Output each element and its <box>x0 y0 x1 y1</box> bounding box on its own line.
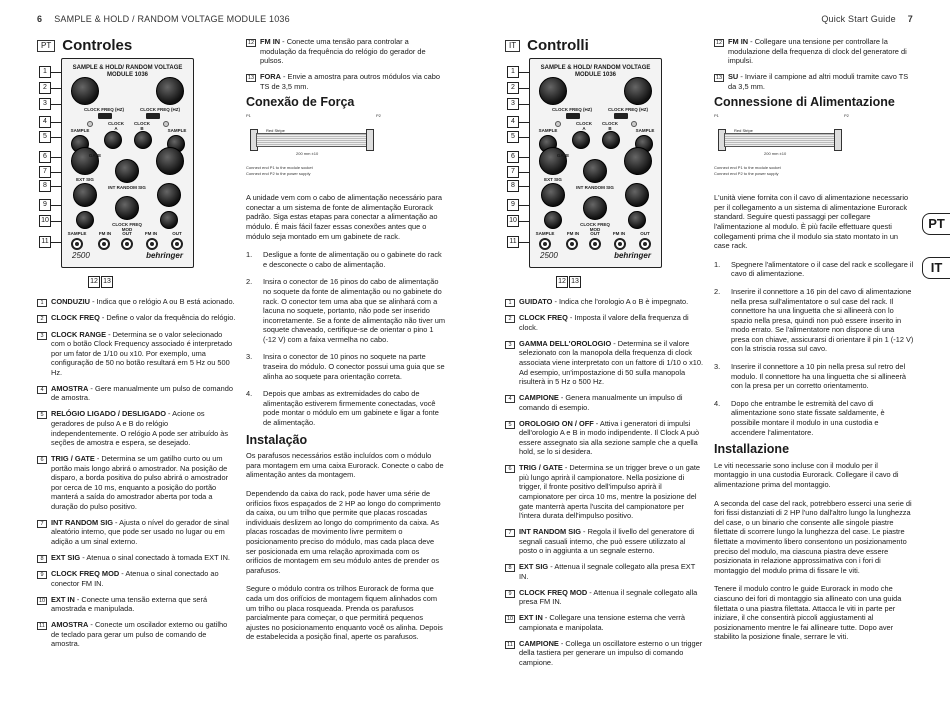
range-switch <box>146 113 160 119</box>
fm-in-label: FM IN <box>98 231 112 236</box>
range-switch <box>98 113 112 119</box>
step-1: 1. Desligue a fonte de alimentação ou o gabinete do rack e desconecte o cabo de alimentação. <box>246 250 442 269</box>
control-item-3: 3 CLOCK RANGE - Determina se o valor selecionado com o botão Clock Frequency associado é interpretado por um fator de 1/10 ou x10. Por exemplo, uma configuração de 50 no botão resultará em 5 Hz ou 500 Hz. <box>37 330 237 378</box>
callout-line <box>51 242 61 243</box>
callout-line <box>519 104 529 105</box>
clock-freq-knob-b <box>156 77 184 105</box>
install-heading: Installazione <box>714 442 790 457</box>
p2-label: P2 <box>376 113 381 119</box>
install-paragraph: Segure o módulo contra os trilhos Eurorack de forma que cada um dos orifícios de montagem fiquem alinhados com um trilho ou placa rosqueada. Prenda os parafusos parcialmente para começar, o que permitirá pequenos ajustes no posicionamento enquanto você os alinha. Depois de estabelecida a posição final, aperte os parafusos. <box>246 584 443 642</box>
power-heading: Conexão de Força <box>246 94 355 109</box>
out-jack <box>121 238 133 250</box>
red-stripe-label: Red Stripe <box>734 128 753 134</box>
clock-a-button <box>572 131 590 149</box>
clock-freq-mod-knob <box>583 196 607 220</box>
right-column-it <box>714 37 914 651</box>
fm-in-jack <box>98 238 110 250</box>
left-header <box>37 14 290 24</box>
sample-jack <box>71 238 83 250</box>
behringer-logo: behringer <box>614 251 651 260</box>
diagram-note: Connect end P2 to the power supply <box>714 171 779 177</box>
step-4: 4. Depois que ambas as extremidades do cabo de alimentação estiverem firmemente conectadas, você pode montar o módulo em um gabinete e ligar a fonte de alimentação. <box>246 389 439 428</box>
callout-7: 7 <box>39 166 51 178</box>
callout-line <box>519 122 529 123</box>
callout-4: 4 <box>39 116 51 128</box>
clock-freq-label: CLOCK FREQ (HZ) <box>608 107 648 112</box>
control-item-9: 9 CLOCK FREQ MOD - Attenua il segnale collegato alla presa FM IN. <box>505 588 705 607</box>
callout-4: 4 <box>507 116 519 128</box>
callout-5: 5 <box>507 131 519 143</box>
clock-freq-mod-label: CLOCK FREQ MOD <box>580 222 610 232</box>
callout-line <box>519 242 529 243</box>
trig-gate-knob <box>624 147 652 175</box>
install-paragraph: Os parafusos necessários estão incluídos com o módulo para montagem em uma caixa Eurorack. Conecte o cabo de alimentação antes da montagem. <box>246 451 444 480</box>
out-label: OUT <box>640 231 650 236</box>
ext-sig-knob <box>541 183 565 207</box>
callout-line <box>519 186 529 187</box>
trig-gate-knob <box>71 147 99 175</box>
callout-line <box>51 172 61 173</box>
control-item-5: 5 RELÓGIO LIGADO / DESLIGADO - Acione os geradores de pulso A e B do relógio independentemente. O relógio A pode ser atribuído às seções de amostra e espera, se desejado. <box>37 409 237 447</box>
clock-b-button <box>602 131 620 149</box>
control-item-6: 6 TRIG / GATE - Determina se um gatilho curto ou um portão mais longo abrirá o amostrador. Na posição de disparo, a borda positiva do pulso abrirá o amostrador por cerca de 10 ms, enquanto a posição do portão manterá a saída do amostrador aberta por toda a duração do pulso positivo. <box>37 454 237 512</box>
clock-freq-mod-label: CLOCK FREQ MOD <box>112 222 142 232</box>
sample-label: SAMPLE <box>538 128 558 133</box>
callout-2: 2 <box>507 82 519 94</box>
control-item-4: 4 CAMPIONE - Genera manualmente un impulso di comando di esempio. <box>505 393 705 412</box>
fm-in-jack <box>614 238 626 250</box>
sample-label: SAMPLE <box>635 128 655 133</box>
sample-label: SAMPLE <box>167 128 187 133</box>
control-item-3: 3 GAMMA DELL'OROLOGIO - Determina se il valore selezionato con la manopola della frequenza di clock associata viene interpretato con un fattore di 1/10 o x10. Ad esempio, un'impostazione di 50 sulla manopola risulterà in 5 Hz o 500 Hz. <box>505 339 705 387</box>
section-title-controlli <box>505 37 589 54</box>
callout-2: 2 <box>39 82 51 94</box>
out-jack <box>639 238 651 250</box>
control-item-4: 4 AMOSTRA - Gere manualmente um pulso de comando de amostra. <box>37 384 237 403</box>
install-paragraph: Dependendo da caixa do rack, pode haver uma série de orifícios fixos espaçados de 2 HP ao longo do comprimento da caixa, ou um trilho que permite que placas roscadas individuais deslizem ao longo do comprimento da caixa. As placas roscadas de movimento livre permitem o posicionamento preciso do módulo, mas cada placa deve ser posicionada em uma relação aproximada com os orifícios de montagem em seu módulo antes de prender os parafusos. <box>246 489 441 575</box>
ext-sig-label: EXT SIG <box>76 177 94 182</box>
clock-a-label: CLOCK A <box>576 121 592 131</box>
callout-13: 13 <box>569 276 581 288</box>
out-label: OUT <box>590 231 600 236</box>
out-label: OUT <box>172 231 182 236</box>
control-item-1: 1 CONDUZIU - Indica que o relógio A ou B está acionado. <box>37 297 237 307</box>
int-random-sig-label: INT RANDOM SIG <box>576 185 614 190</box>
control-item-5: 5 OROLOGIO ON / OFF - Attiva i generatori di impulsi dell'orologio A e B in modo indipendente. Il Clock A può essere assegnato sia alla sezione sample che a quella hold, se lo si desidera. <box>505 419 705 457</box>
callout-10: 10 <box>507 215 519 227</box>
control-item-8: 8 EXT SIG - Attenua il segnale collegato alla presa EXT IN. <box>505 562 705 581</box>
control-item-8: 8 EXT SIG - Atenua o sinal conectado à tomada EXT IN. <box>37 553 237 563</box>
power-cable-diagram <box>714 113 914 183</box>
clock-a-label: CLOCK A <box>108 121 124 131</box>
sample-jack-label: SAMPLE <box>535 231 555 236</box>
out-jack <box>171 238 183 250</box>
install-paragraph: Le viti necessarie sono incluse con il modulo per il montaggio in una custodia Eurorack. Collegare il cavo di alimentazione prima del montaggio. <box>714 460 899 489</box>
callout-line <box>51 104 61 105</box>
power-intro: A unidade vem com o cabo de alimentação necessário para conectar a um sistema de fonte de alimentação Eurorack padrão. Siga estas etapas para conectar a alimentação ao módulo. É mais fácil fazer essas conexões antes que o módulo seja montado em um gabinete de rack. <box>246 193 442 241</box>
page-number: 6 <box>37 14 43 24</box>
fm-in-label: FM IN <box>612 231 626 236</box>
clock-a-button <box>104 131 122 149</box>
p1-label: P1 <box>714 113 719 119</box>
clock-freq-label: CLOCK FREQ (HZ) <box>140 107 180 112</box>
control-item-2: 2 CLOCK FREQ - Imposta il valore della frequenza di clock. <box>505 313 705 332</box>
control-item-6: 6 TRIG / GATE - Determina se un trigger breve o un gate più lungo aprirà il campionatore. Nella posizione di trigger, il fronte positivo dell'impulso aprirà il campionatore per circa 10 ms, mentre la posizione del gate manterrà aperta l'uscita del campionatore per l'intera durata dell'impulso positivo. <box>505 463 705 521</box>
trig-gate-knob <box>539 147 567 175</box>
control-item-10: 10 EXT IN - Conecte uma tensão externa que será amostrada e manipulada. <box>38 594 208 614</box>
ext-sig-knob <box>157 183 181 207</box>
sample-jack-label: SAMPLE <box>67 231 87 236</box>
ext-in-knob <box>76 211 94 229</box>
control-item-7: 7 INT RANDOM SIG - Ajusta o nível do gerador de sinal aleatório interno, que pode ser usado no lugar ou em adição a um sinal externo. <box>37 518 237 547</box>
callout-line <box>519 137 529 138</box>
clock-b-label: CLOCK B <box>134 121 150 131</box>
control-item-2: 2 CLOCK FREQ - Define o valor da frequência do relógio. <box>37 313 237 323</box>
header-title: SAMPLE & HOLD / RANDOM VOLTAGE MODULE 1036 <box>54 14 290 24</box>
module-title: SAMPLE & HOLD/ RANDOM VOLTAGE MODULE 1036 <box>540 65 651 78</box>
range-switch <box>566 113 580 119</box>
clock-freq-knob-a <box>71 77 99 105</box>
step-3: 3. Insira o conector de 10 pinos no soquete na parte traseira do módulo. O conector possui uma guia que se alinha ao soquete para orientação correta. <box>246 352 445 381</box>
ext-sig-label: EXT SIG <box>544 177 562 182</box>
module-panel-illustration <box>61 58 194 268</box>
fm-in-label: FM IN <box>144 231 158 236</box>
step-4: 4. Dopo che entrambe le estremità del cavo di alimentazione sono state fissate saldamente, è possibile montare il modulo in una custodia e accendere l'alimentatore. <box>714 398 885 437</box>
control-item-10: 10 EXT IN - Collegare una tensione esterna che verrà campionata e manipolata. <box>506 613 685 632</box>
callout-12: 12 <box>88 276 100 288</box>
callout-3: 3 <box>507 98 519 110</box>
callout-line <box>51 205 61 206</box>
callout-line <box>519 221 529 222</box>
language-tag: IT <box>505 40 520 52</box>
led-indicator <box>163 121 169 127</box>
ext-in-knob <box>544 211 562 229</box>
controls-list-it <box>505 297 705 674</box>
language-tag: PT <box>37 40 55 52</box>
led-indicator <box>555 121 561 127</box>
clock-b-label: CLOCK B <box>602 121 618 131</box>
controls-list-pt <box>37 297 237 655</box>
led-indicator <box>631 121 637 127</box>
range-switch <box>614 113 628 119</box>
out-jack <box>589 238 601 250</box>
control-item-13: 13 FORA - Envie a amostra para outros módulos via cabo TS de 3,5 mm. <box>247 72 440 91</box>
diagram-note: Connect end P1 to the module socket <box>714 165 781 171</box>
control-item-1: 1 GUIDATO - Indica che l'orologio A o B è impegnato. <box>505 297 705 307</box>
fm-in-jack <box>146 238 158 250</box>
power-cable-diagram <box>246 113 446 183</box>
red-stripe-label: Red Stripe <box>266 128 285 134</box>
int-random-sig-knob <box>115 159 139 183</box>
fm-in-label: FM IN <box>566 231 580 236</box>
callout-line <box>519 88 529 89</box>
callout-line <box>51 157 61 158</box>
callout-line <box>51 186 61 187</box>
install-heading: Instalação <box>246 432 308 447</box>
callout-line <box>519 205 529 206</box>
trig-gate-knob <box>156 147 184 175</box>
callout-line <box>519 157 529 158</box>
callout-line <box>51 221 61 222</box>
clock-b-button <box>134 131 152 149</box>
clock-freq-mod-knob <box>115 196 139 220</box>
callout-12: 12 <box>556 276 568 288</box>
out-label: OUT <box>122 231 132 236</box>
step-2: 2. Insira o conector de 16 pinos do cabo de alimentação no soquete da fonte de alimentação ou no gabinete do rack. O conector tem uma aba que se alinhará com a lacuna no soquete, portanto, não pode ser inserido incorretamente. Se a fonte de alimentação não tiver um soquete chaveado, certifique-se de orientar o pino 1 (-12 V) com a faixa vermelha no cabo. <box>246 277 445 344</box>
cable-length: 200 mm ±10 <box>764 151 787 157</box>
power-steps <box>714 260 914 438</box>
control-item-12: 12 FM IN - Collegare una tensione per controllare la modulazione della frequenza di clock del generatore di impulsi. <box>715 37 907 66</box>
control-item-11: 11 CAMPIONE - Collega un oscillatore esterno o un trigger della tastiera per generare un impulso di comando campione. <box>505 639 705 668</box>
callout-8: 8 <box>39 180 51 192</box>
diagram-note: Connect end P1 to the module socket <box>246 165 313 171</box>
ribbon-cable <box>724 133 836 147</box>
2500-logo: 2500 <box>540 251 558 260</box>
2500-logo: 2500 <box>72 251 90 260</box>
ext-sig-knob <box>73 183 97 207</box>
control-item-11: 11 AMOSTRA - Conecte um oscilador externo ou gatilho de teclado para gerar um pulso de comando de amostra. <box>37 620 237 649</box>
connector-p2 <box>834 129 842 151</box>
callout-11: 11 <box>507 236 519 248</box>
led-indicator <box>87 121 93 127</box>
section-heading: Controles <box>62 37 133 54</box>
ext-in-knob <box>160 211 178 229</box>
power-heading: Connessione di Alimentazione <box>714 94 895 109</box>
callout-line <box>519 172 529 173</box>
controls-list-pt-cont <box>246 37 446 91</box>
right-column-pt <box>246 37 446 651</box>
page-number: 7 <box>907 14 913 24</box>
callout-5: 5 <box>39 131 51 143</box>
diagram-note: Connect end P2 to the power supply <box>246 171 311 177</box>
callout-11: 11 <box>39 236 51 248</box>
install-paragraph: A seconda del case del rack, potrebbero esserci una serie di fori fissi distanziati di 2 HP l'uno dall'altro lungo la lunghezza del case, o un binario che consente alle singole piastre filettate di scorrere lungo la lunghezza del case. Le piastre filettate a movimento libero consentono un posizionamento preciso del modulo, ma ciascuna piastra deve essere posizionata in relazione approssimativa con i fori di montaggio del modulo prima di fissare le viti. <box>714 498 912 575</box>
sample-jack <box>539 238 551 250</box>
gate-label: GATE <box>556 153 570 158</box>
language-tab-pt[interactable]: PT <box>922 213 950 235</box>
power-steps <box>246 250 446 428</box>
callout-line <box>51 137 61 138</box>
clock-freq-knob-a <box>539 77 567 105</box>
control-item-13: 13 SU - Inviare il campione ad altri moduli tramite cavo TS da 3,5 mm. <box>715 72 909 91</box>
step-2: 2. Inserire il connettore a 16 pin del cavo di alimentazione nella presa sull'alimentatore o sul case del rack. Il connettore ha una linguetta che si allineerà con lo spazio nella presa, quindi non può essere inserito in modo errato. Se l'alimentatore non dispone di una presa con chiave, assicurarsi di orientare il pin 1 (-12 V) con la striscia rossa sul cavo. <box>714 286 914 354</box>
module-title: SAMPLE & HOLD/ RANDOM VOLTAGE MODULE 1036 <box>72 65 183 78</box>
callout-line <box>51 88 61 89</box>
clock-freq-label: CLOCK FREQ (HZ) <box>84 107 124 112</box>
callout-6: 6 <box>39 151 51 163</box>
callout-line <box>51 72 61 73</box>
connector-p2 <box>366 129 374 151</box>
language-tab-it[interactable]: IT <box>922 257 950 279</box>
section-title-controles <box>37 37 132 54</box>
callout-line <box>519 72 529 73</box>
cable-length: 200 mm ±10 <box>296 151 319 157</box>
section-heading: Controlli <box>527 37 589 54</box>
ext-in-knob <box>628 211 646 229</box>
behringer-logo: behringer <box>146 251 183 260</box>
right-header <box>821 14 913 24</box>
module-panel-illustration <box>529 58 662 268</box>
fm-in-jack <box>566 238 578 250</box>
callout-1: 1 <box>39 66 51 78</box>
control-item-7: 7 INT RANDOM SIG - Regola il livello del generatore di segnali casuali interno, che può essere utilizzato al posto o in aggiunta a un segnale esterno. <box>505 527 705 556</box>
control-item-12: 12 FM IN - Conecte uma tensão para controlar a modulação da frequência do relógio do gerador de pulsos. <box>247 37 426 66</box>
step-1: 1. Spegnere l'alimentatore o il case del rack e scollegare il cavo di alimentazione. <box>714 259 914 279</box>
callout-line <box>51 122 61 123</box>
control-item-9: 9 CLOCK FREQ MOD - Atenua o sinal conectado ao conector FM IN. <box>37 569 237 588</box>
p2-label: P2 <box>844 113 849 119</box>
callout-10: 10 <box>39 215 51 227</box>
callout-9: 9 <box>507 199 519 211</box>
callout-1: 1 <box>507 66 519 78</box>
callout-7: 7 <box>507 166 519 178</box>
callout-3: 3 <box>39 98 51 110</box>
sample-label: SAMPLE <box>70 128 90 133</box>
controls-list-it-cont <box>714 37 914 91</box>
gate-label: GATE <box>88 153 102 158</box>
ribbon-cable <box>256 133 368 147</box>
step-3: 3. Inserire il connettore a 10 pin nella presa sul retro del modulo. Il connettore ha una linguetta che si allineerà con la presa per un corretto orientamento. <box>714 362 907 391</box>
ext-sig-knob <box>625 183 649 207</box>
right-page <box>475 0 950 701</box>
clock-freq-knob-b <box>624 77 652 105</box>
callout-9: 9 <box>39 199 51 211</box>
callout-8: 8 <box>507 180 519 192</box>
int-random-sig-knob <box>583 159 607 183</box>
callout-13: 13 <box>101 276 113 288</box>
int-random-sig-label: INT RANDOM SIG <box>108 185 146 190</box>
p1-label: P1 <box>246 113 251 119</box>
callout-6: 6 <box>507 151 519 163</box>
clock-freq-label: CLOCK FREQ (HZ) <box>552 107 592 112</box>
power-intro: L'unità viene fornita con il cavo di alimentazione necessario per il collegamento a un sistema di alimentazione Eurorack standard. Seguire questi passaggi per collegare l'alimentazione al modulo. È più facile effettuare questi collegamenti prima che il modulo sia stato montato in un case rack. <box>714 193 909 251</box>
install-paragraph: Tenere il modulo contro le guide Eurorack in modo che ciascuno dei fori di montaggio sia allineato con una guida filettata o una piastra filettata. Attacca le viti in parte per iniziare, il che consentirà piccoli aggiustamenti al posizionamento mentre le fai allineare tutte. Dopo aver stabilito la posizione finale, serrare le viti. <box>714 584 902 642</box>
header-title: Quick Start Guide <box>821 14 896 24</box>
